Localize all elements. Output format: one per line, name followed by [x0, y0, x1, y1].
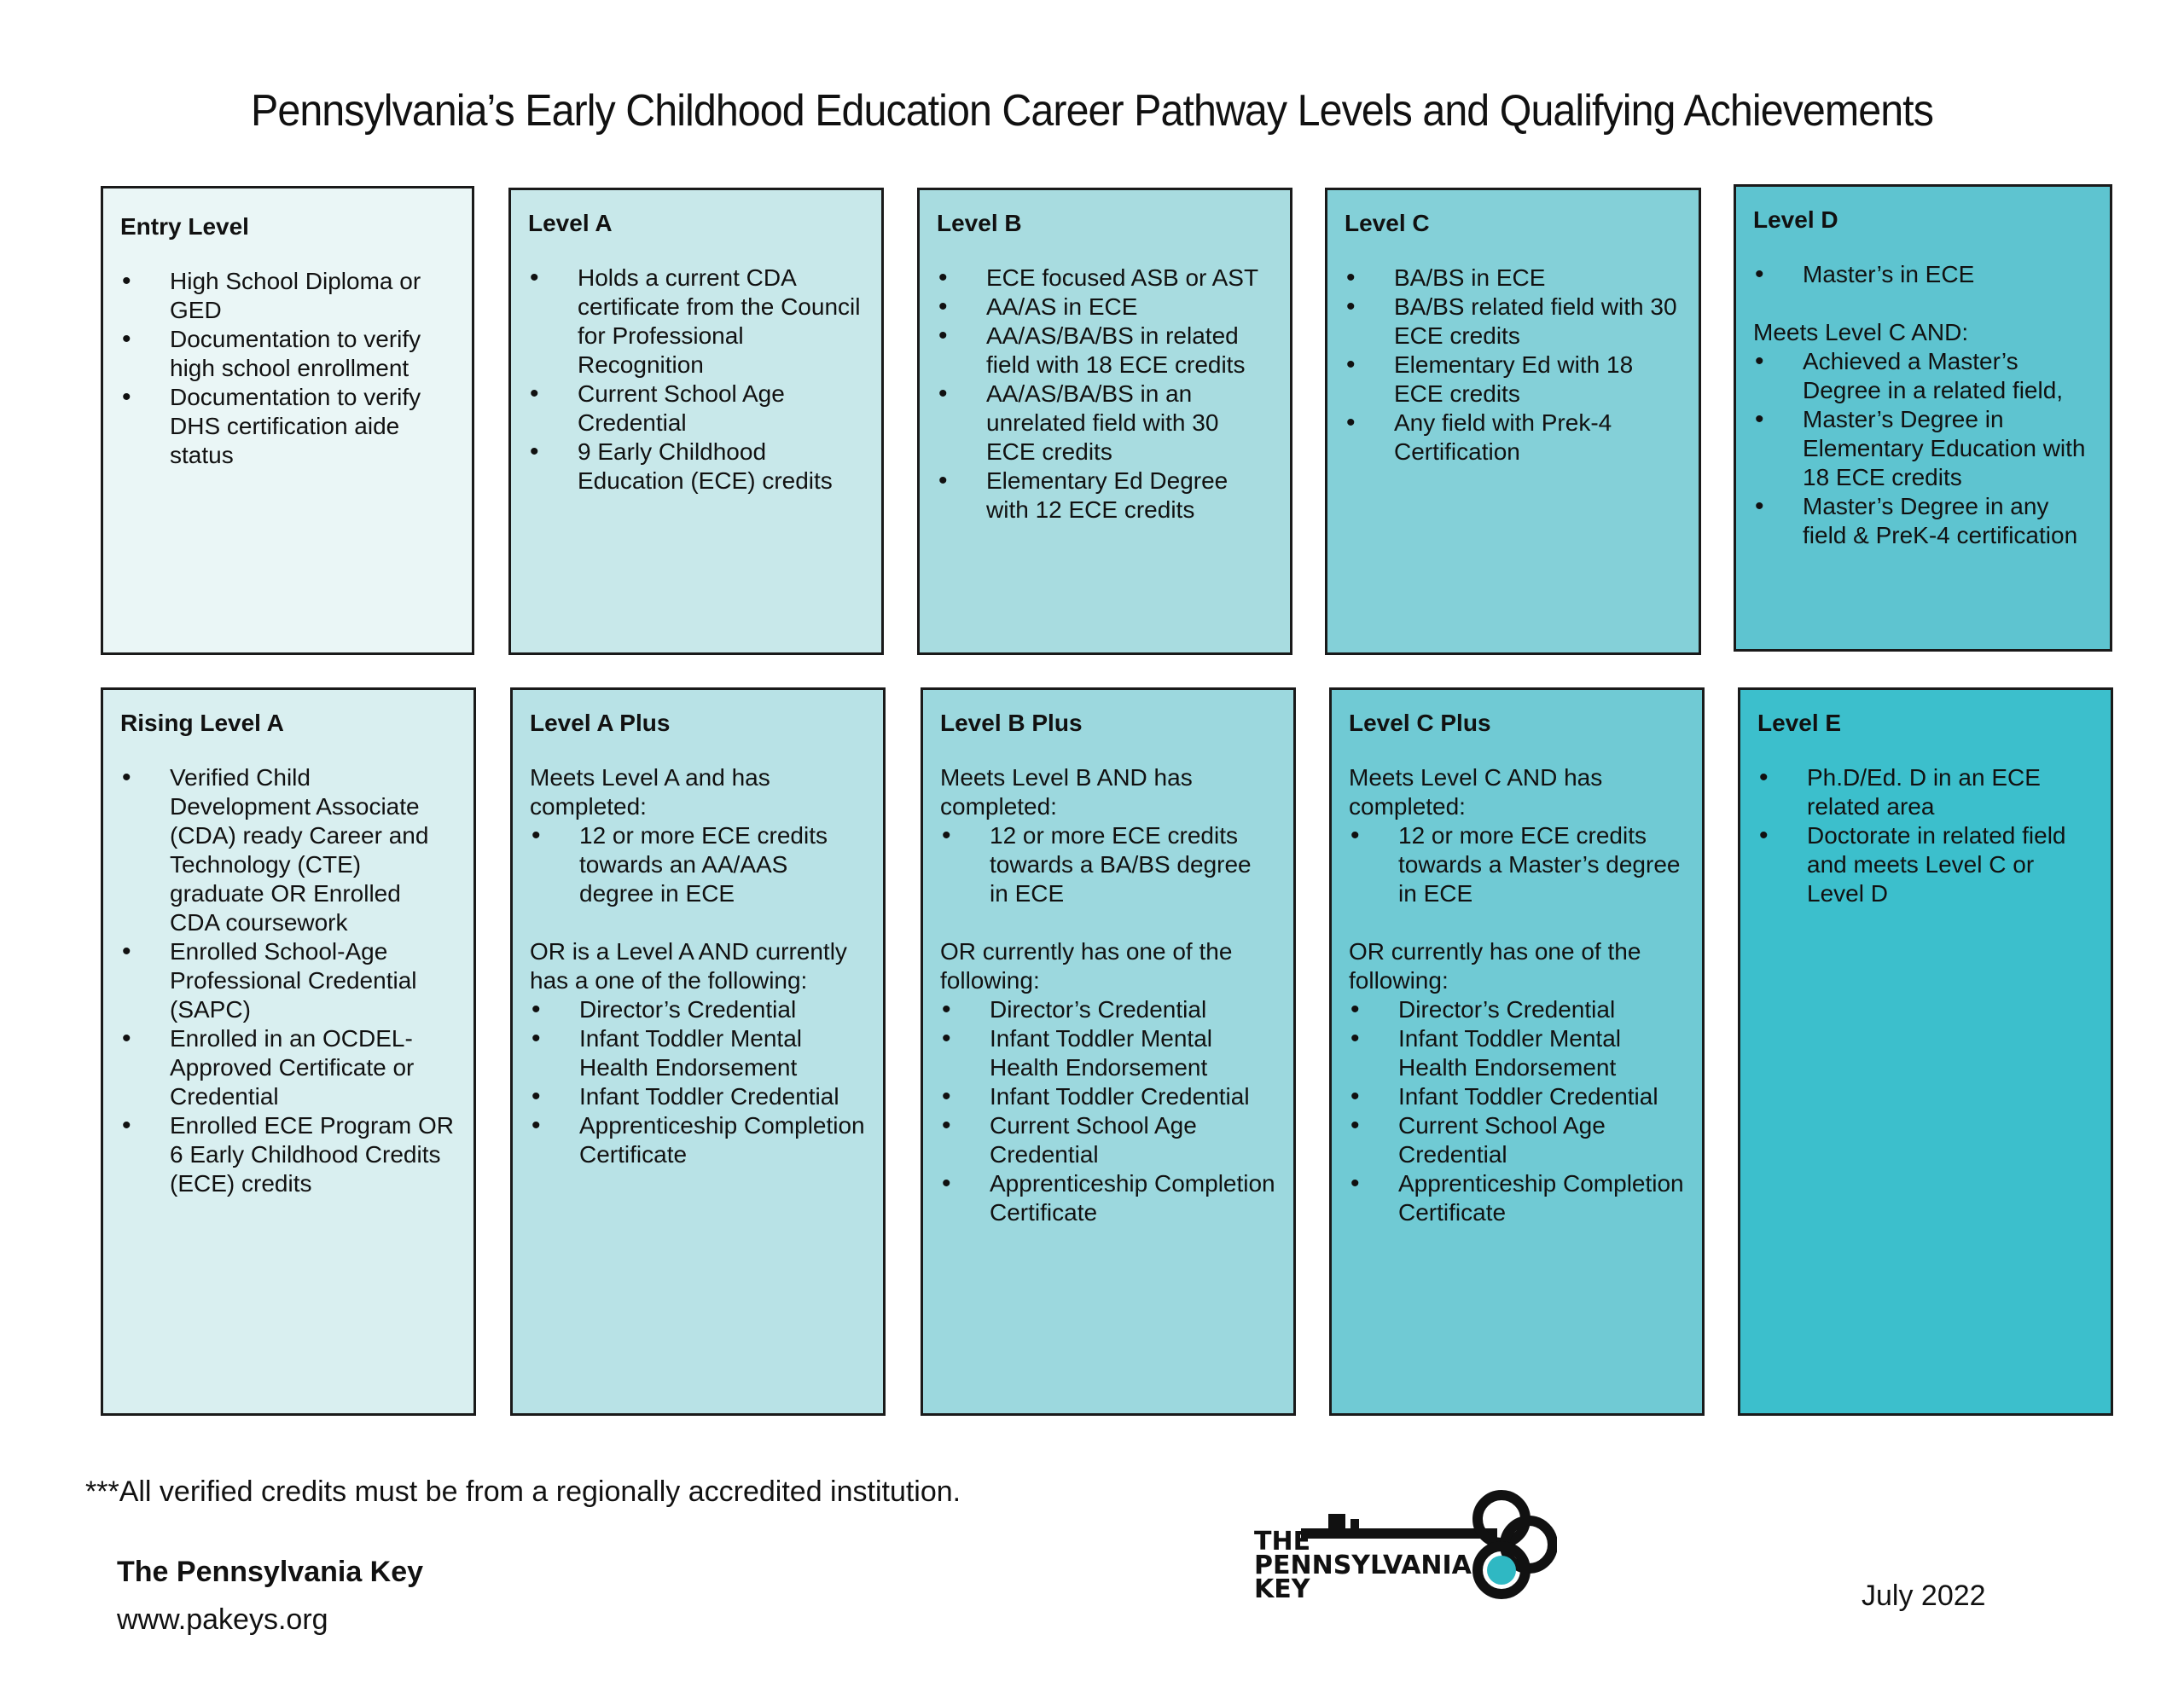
level-b-heading: Level B [937, 210, 1022, 236]
list-item: • High School Diploma or GED [120, 267, 455, 325]
level-d-list [1753, 347, 2093, 550]
level-e-list [1757, 763, 2094, 908]
level-c-plus-list-1 [1349, 821, 1685, 908]
list-item: • Documentation to verify high school enrollment [120, 325, 455, 383]
list-item: • Current School Age Credential [1349, 1111, 1685, 1169]
level-c-plus-heading: Level C Plus [1349, 710, 1491, 736]
list-item: • Enrolled School-Age Professional Credential (SAPC) [120, 937, 456, 1024]
list-item: • 12 or more ECE credits towards a BA/BS degree in ECE [940, 821, 1276, 908]
list-item: • BA/BS in ECE [1345, 264, 1682, 293]
list-item: • Achieved a Master’s Degree in a related field, [1753, 347, 2093, 405]
list-item: • Infant Toddler Credential [1349, 1082, 1685, 1111]
entry-level-box [101, 186, 474, 655]
level-c-plus-lead-2: OR currently has one of the following: [1349, 938, 1641, 994]
list-item: • Director’s Credential [530, 995, 866, 1024]
list-item: • Infant Toddler Credential [530, 1082, 866, 1111]
level-c-plus-lead-1: Meets Level C AND has completed: [1349, 764, 1603, 820]
level-a-plus-list-1 [530, 821, 866, 908]
list-item: • AA/AS in ECE [937, 293, 1273, 322]
list-item: • Ph.D/Ed. D in an ECE related area [1757, 763, 2094, 821]
level-c-list [1345, 264, 1682, 467]
level-a-plus-list-2 [530, 995, 866, 1169]
rising-level-a-list [120, 763, 456, 1198]
level-c-box [1325, 188, 1701, 655]
list-item: • 12 or more ECE credits towards an AA/AAS degree in ECE [530, 821, 866, 908]
level-b-plus-list-2 [940, 995, 1276, 1227]
logo-text-pennsylvania: PENNSYLVANIA [1254, 1551, 1472, 1580]
level-b-plus-box [921, 687, 1296, 1416]
key-icon [1250, 1488, 1557, 1616]
logo-text-the: THE [1254, 1527, 1311, 1557]
list-item: • Documentation to verify DHS certification aide status [120, 383, 455, 470]
logo-text-key: KEY [1254, 1574, 1310, 1604]
level-b-plus-lead-2: OR currently has one of the following: [940, 938, 1233, 994]
list-item: • Doctorate in related field and meets Level C or Level D [1757, 821, 2094, 908]
publication-date: July 2022 [1862, 1580, 1986, 1612]
list-item: • AA/AS/BA/BS in related field with 18 ECE credits [937, 322, 1273, 380]
list-item: • Holds a current CDA certificate from the Council for Professional Recognition [528, 264, 864, 380]
entry-level-list [120, 267, 455, 470]
list-item: • 9 Early Childhood Education (ECE) credits [528, 438, 864, 496]
rising-level-a-heading: Rising Level A [120, 710, 284, 736]
list-item: • Director’s Credential [940, 995, 1276, 1024]
list-item: • Verified Child Development Associate (CDA) ready Career and Technology (CTE) graduate OR Enrolled CDA coursework [120, 763, 456, 937]
list-item: • ECE focused ASB or AST [937, 264, 1273, 293]
list-item: • Enrolled in an OCDEL-Approved Certificate or Credential [120, 1024, 456, 1111]
list-item: • Elementary Ed with 18 ECE credits [1345, 351, 1682, 409]
level-e-box [1738, 687, 2113, 1416]
level-b-list [937, 264, 1273, 525]
level-a-plus-box [510, 687, 886, 1416]
pennsylvania-key-logo [1250, 1488, 1557, 1616]
level-a-plus-heading: Level A Plus [530, 710, 671, 736]
list-item: • Elementary Ed Degree with 12 ECE credits [937, 467, 1273, 525]
level-a-list [528, 264, 864, 496]
list-item: • Infant Toddler Mental Health Endorsement [530, 1024, 866, 1082]
list-item: • Infant Toddler Credential [940, 1082, 1276, 1111]
list-item: • BA/BS related field with 30 ECE credits [1345, 293, 1682, 351]
list-item: • Master’s in ECE [1753, 260, 2093, 289]
list-item: • Apprenticeship Completion Certificate [530, 1111, 866, 1169]
list-item: • Director’s Credential [1349, 995, 1685, 1024]
level-c-heading: Level C [1345, 210, 1430, 236]
list-item: • 12 or more ECE credits towards a Master’s degree in ECE [1349, 821, 1685, 908]
level-d-heading: Level D [1753, 206, 1838, 233]
level-a-plus-lead-2: OR is a Level A AND currently has a one of the following: [530, 938, 847, 994]
level-a-box [508, 188, 884, 655]
level-a-heading: Level A [528, 210, 613, 236]
list-item: • AA/AS/BA/BS in an unrelated field with 30 ECE credits [937, 380, 1273, 467]
level-d-lead: Meets Level C AND: [1753, 319, 1969, 345]
list-item: • Apprenticeship Completion Certificate [1349, 1169, 1685, 1227]
level-b-plus-list-1 [940, 821, 1276, 908]
entry-level-heading: Entry Level [120, 213, 249, 240]
level-c-plus-list-2 [1349, 995, 1685, 1227]
list-item: • Infant Toddler Mental Health Endorsement [940, 1024, 1276, 1082]
list-item: • Apprenticeship Completion Certificate [940, 1169, 1276, 1227]
level-d-box [1734, 184, 2112, 652]
footnote: ***All verified credits must be from a regionally accredited institution. [85, 1475, 961, 1508]
level-b-plus-heading: Level B Plus [940, 710, 1083, 736]
list-item: • Enrolled ECE Program OR 6 Early Childhood Credits (ECE) credits [120, 1111, 456, 1198]
organization-url: www.pakeys.org [117, 1603, 328, 1636]
level-e-heading: Level E [1757, 710, 1842, 736]
list-item: • Master’s Degree in Elementary Education with 18 ECE credits [1753, 405, 2093, 492]
organization-name: The Pennsylvania Key [117, 1556, 424, 1588]
level-d-top-list [1753, 260, 2093, 289]
level-a-plus-lead-1: Meets Level A and has completed: [530, 764, 770, 820]
level-b-plus-lead-1: Meets Level B AND has completed: [940, 764, 1193, 820]
list-item: • Any field with Prek-4 Certification [1345, 409, 1682, 467]
level-c-plus-box [1329, 687, 1705, 1416]
list-item: • Current School Age Credential [528, 380, 864, 438]
rising-level-a-box [101, 687, 476, 1416]
level-b-box [917, 188, 1292, 655]
list-item: • Master’s Degree in any field & PreK-4 certification [1753, 492, 2093, 550]
page-title: Pennsylvania’s Early Childhood Education Career Pathway Levels and Qualifying Achievements [251, 86, 1933, 136]
list-item: • Infant Toddler Mental Health Endorsement [1349, 1024, 1685, 1082]
list-item: • Current School Age Credential [940, 1111, 1276, 1169]
